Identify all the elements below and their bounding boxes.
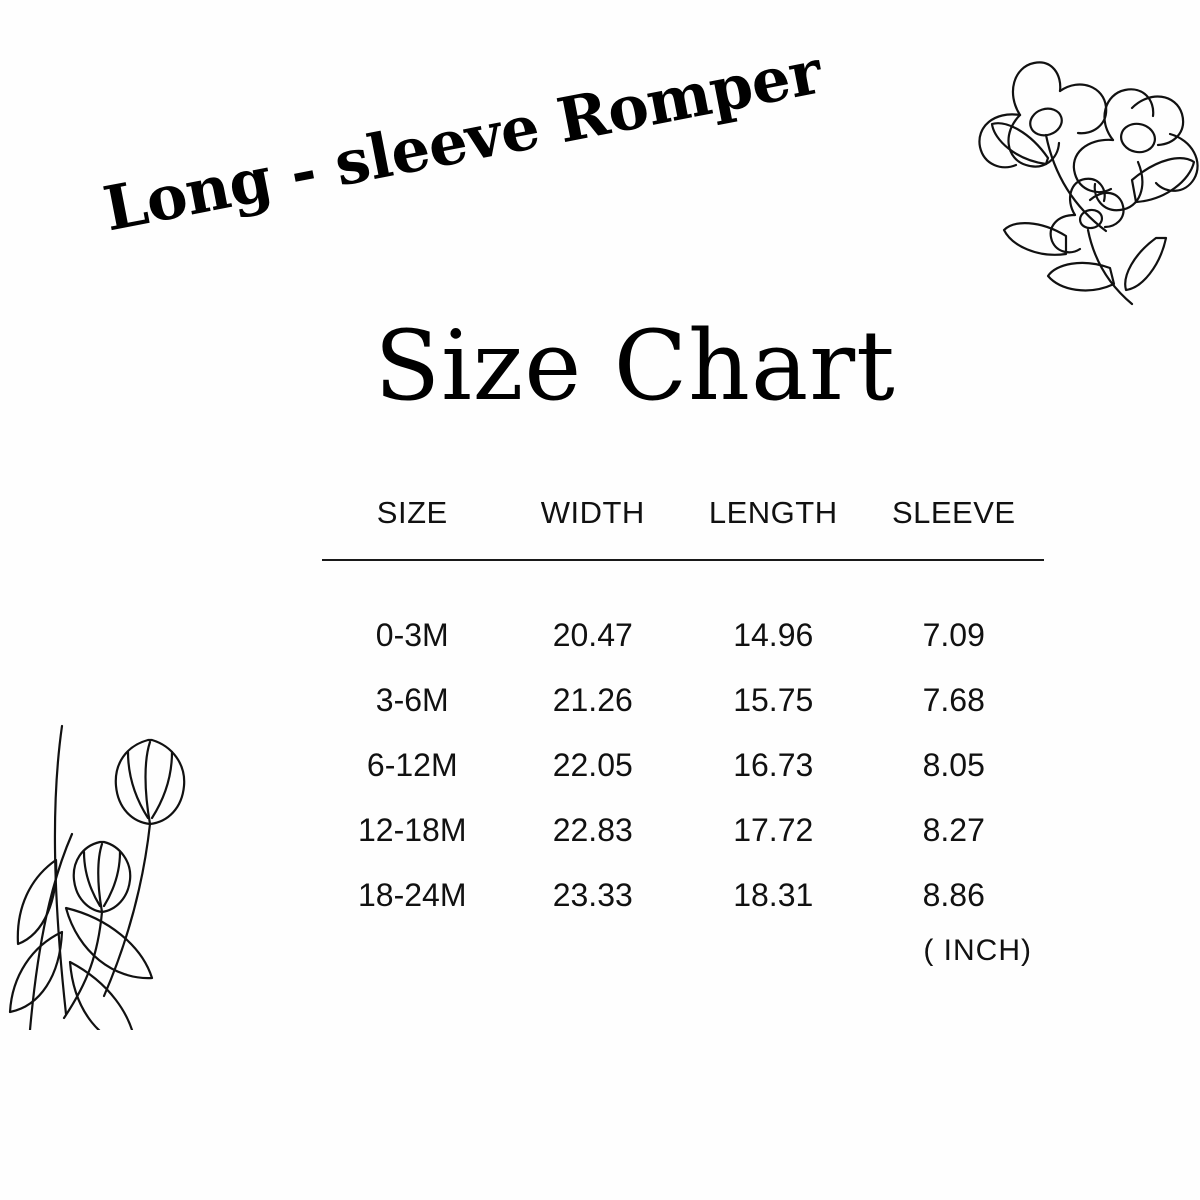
cell-length: 14.96 — [733, 617, 814, 653]
cell-size: 0-3M — [375, 617, 449, 653]
column-header-sleeve: SLEEVE — [891, 495, 1016, 530]
cell-length: 15.75 — [733, 682, 814, 718]
size-chart-table — [322, 495, 1044, 928]
cell-width: 23.33 — [552, 877, 633, 913]
cell-width: 21.26 — [552, 682, 633, 718]
page-title — [0, 310, 1200, 422]
cell-length: 17.72 — [733, 812, 814, 848]
cell-sleeve: 7.68 — [922, 682, 985, 718]
cell-size: 18-24M — [358, 877, 467, 913]
table-row — [322, 560, 1044, 668]
cell-width: 22.05 — [552, 747, 633, 783]
page-title-text: Size Chart — [374, 310, 896, 422]
column-header-size: SIZE — [376, 495, 448, 530]
cell-width: 20.47 — [552, 617, 633, 653]
cell-size: 12-18M — [358, 812, 467, 848]
cell-width: 22.83 — [552, 812, 633, 848]
column-header-width: WIDTH — [540, 495, 645, 530]
cell-sleeve: 8.27 — [922, 812, 985, 848]
table-header-row — [322, 495, 1044, 560]
column-header-length: LENGTH — [708, 495, 838, 530]
table-row — [322, 863, 1044, 928]
cell-size: 6-12M — [366, 747, 458, 783]
page-subtitle: Long - sleeve Romper — [98, 36, 827, 246]
unit-note: ( INCH) — [923, 934, 1032, 967]
cell-sleeve: 8.05 — [922, 747, 985, 783]
cell-size: 3-6M — [375, 682, 449, 718]
cell-sleeve: 8.86 — [922, 877, 985, 913]
table-row — [322, 798, 1044, 863]
cell-length: 18.31 — [733, 877, 814, 913]
table-row — [322, 668, 1044, 733]
tulip-line-art-icon — [0, 700, 290, 1030]
size-chart-table-wrapper — [322, 495, 1044, 968]
table-header — [322, 495, 1044, 560]
table-row — [322, 733, 1044, 798]
cell-length: 16.73 — [733, 747, 814, 783]
table-body — [322, 560, 1044, 928]
cell-sleeve: 7.09 — [922, 617, 985, 653]
